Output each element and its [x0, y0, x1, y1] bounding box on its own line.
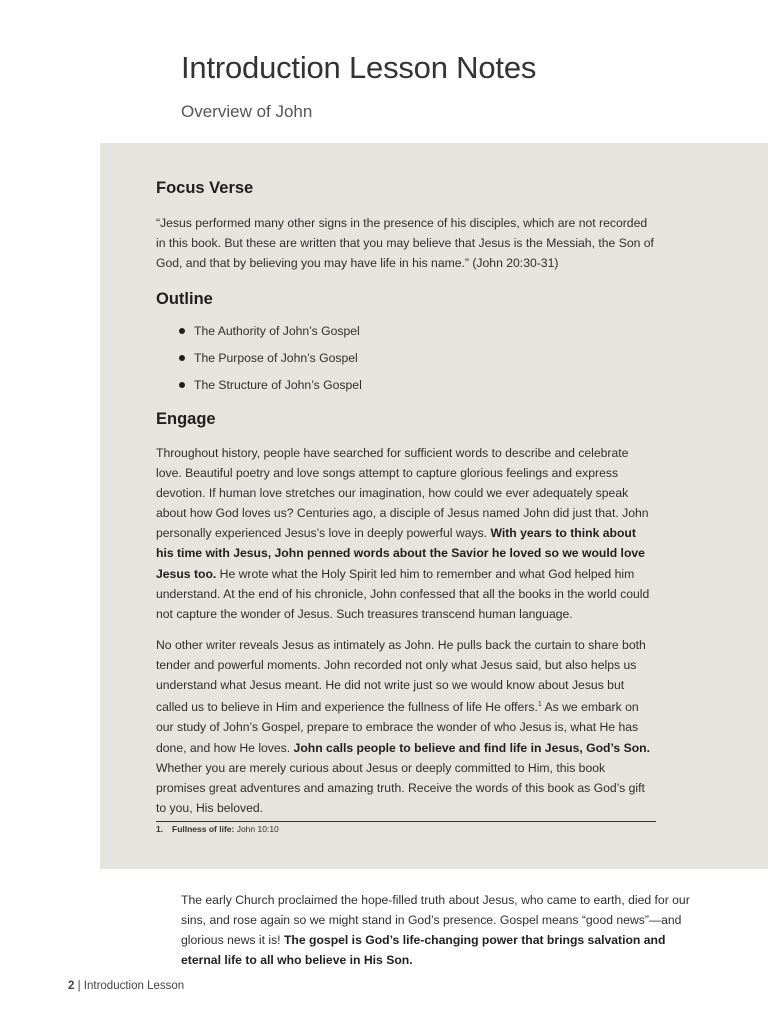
- footnote-reference: John 10:10: [234, 824, 279, 834]
- closing-paragraph: [181, 890, 701, 970]
- engage-p1-text-b: He wrote what the Holy Spirit led him to remember and what God helped him understand. At the end of his chronicle, John confessed that all the books in the world could not capture the wonder of Jesus. Such treasures transcend human language.: [156, 566, 650, 621]
- outline-item: [156, 375, 362, 402]
- engage-p1-emphasis: With years to think about his time with Jesus, John penned words about the Savior he loved so we would love Jesus too.: [156, 526, 645, 581]
- focus-verse-text: “Jesus performed many other signs in the presence of his disciples, which are not recorded in this book. But these are written that you may believe that Jesus is the Messiah, the Son of God, and that by believing you may have life in his name.” (John 20:30-31): [156, 216, 654, 271]
- engage-p2-text-c: Whether you are merely curious about Jesus or deeply committed to Him, this book promises great adventures and amazing truth. Receive the words of this book as God’s gift to you, His beloved.: [156, 760, 645, 815]
- engage-p1-text-a: Throughout history, people have searched for sufficient words to describe and celebrate love. Beautiful poetry and love songs attempt to capture glorious feelings and express devotion. If human love stretches our imagination, how could we ever adequately speak about how God loves us? Centuries ago, a disciple of Jesus named John did just that. John personally experienced Jesus’s love in deeply powerful ways.: [156, 446, 649, 541]
- footer-separator: |: [74, 980, 84, 992]
- closing-emphasis: The gospel is God’s life-changing power that brings salvation and eternal life to all who believe in His Son.: [181, 933, 666, 968]
- outline-item-label: The Purpose of John’s Gospel: [194, 351, 358, 365]
- outline-heading: Outline: [156, 290, 213, 308]
- lesson-notes-panel: [100, 143, 768, 869]
- page-title: Introduction Lesson Notes: [181, 50, 537, 85]
- engage-p2-emphasis: John calls people to believe and find life in Jesus, God’s Son.: [293, 740, 650, 755]
- footnote-number: 1.: [156, 824, 164, 834]
- engage-paragraph-1: [156, 443, 656, 624]
- bullet-icon: [179, 382, 185, 388]
- engage-p2-text-a: No other writer reveals Jesus as intimately as John. He pulls back the curtain to share both tender and powerful moments. John recorded not only what Jesus said, but also helps us understand what Jesus meant. He did not write just so we would know about Jesus but called us to believe in Him and experience the fullness of life He offers.: [156, 638, 646, 715]
- outline-list: [156, 321, 362, 402]
- footer-label: Introduction Lesson: [83, 980, 185, 992]
- outline-item: [156, 348, 362, 375]
- engage-paragraph-2: [156, 635, 656, 818]
- outline-item-label: The Authority of John’s Gospel: [194, 324, 360, 338]
- footnote-divider: [156, 821, 656, 822]
- page-footer: [68, 980, 184, 992]
- outline-item: [156, 321, 362, 348]
- bullet-icon: [179, 355, 185, 361]
- footnote-marker: 1: [537, 701, 542, 709]
- engage-p2-text-b: As we embark on our study of John’s Gospel, prepare to embrace the wonder of who Jesus is, what He has done, and how He loves.: [156, 700, 639, 755]
- closing-text: The early Church proclaimed the hope-filled truth about Jesus, who came to earth, died for our sins, and rose again so we might stand in God’s presence. Gospel means “good news”—and glorious news it is!: [181, 893, 690, 948]
- footnote: [156, 824, 279, 834]
- bullet-icon: [179, 328, 185, 334]
- outline-item-label: The Structure of John’s Gospel: [194, 378, 362, 392]
- page-number: 2: [68, 980, 75, 992]
- focus-verse-heading: Focus Verse: [156, 179, 254, 197]
- footnote-term: Fullness of life:: [172, 824, 235, 834]
- engage-heading: Engage: [156, 410, 216, 428]
- page-subtitle: Overview of John: [181, 102, 313, 121]
